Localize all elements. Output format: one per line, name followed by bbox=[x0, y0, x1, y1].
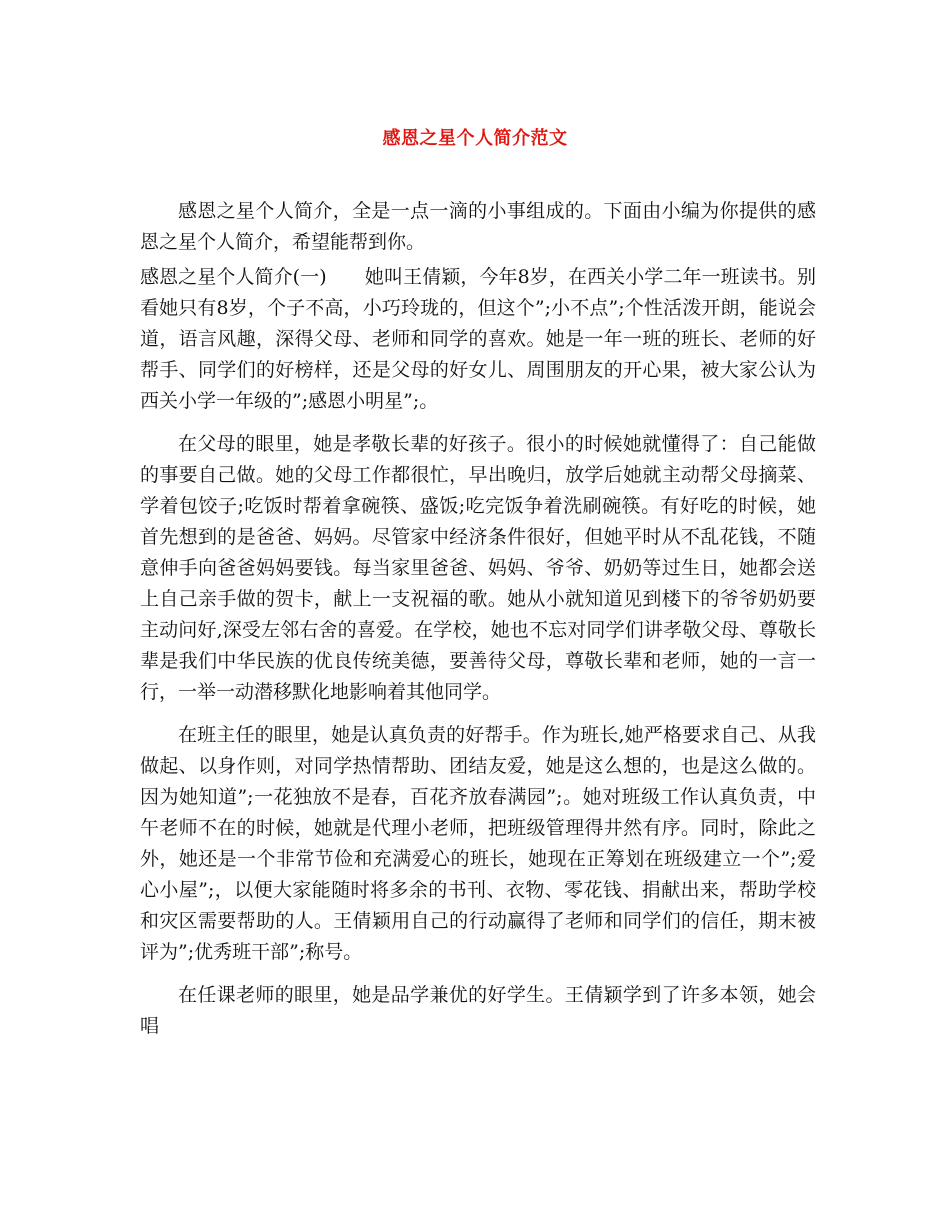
paragraph-subject-teacher-view: 在任课老师的眼里，她是品学兼优的好学生。王倩颖学到了许多本领，她会唱 bbox=[140, 984, 816, 1037]
paragraph-profile-one: 感恩之星个人简介(一) 她叫王倩颖，今年8岁，在西关小学二年一班读书。别看她只有8岁，个子不高，小巧玲珑的，但这个”;小不点”;个性活泼开朗，能说会道，语言风趣，深得父母、老师和同学的喜欢。她是一年一班的班长、老师的好帮手、同学们的好榜样，还是父母的好女儿、周围朋友的开心果，被大家公认为西关小学一年级的”;感恩小明星”;。 bbox=[140, 266, 816, 412]
paragraph-parents-view: 在父母的眼里，她是孝敬长辈的好孩子。很小的时候她就懂得了：自己能做的事要自己做。她的父母工作都很忙，早出晚归，放学后她就主动帮父母摘菜、学着包饺子;吃饭时帮着拿碗筷、盛饭;吃完饭争着洗刷碗筷。有好吃的时候，她首先想到的是爸爸、妈妈。尽管家中经济条件很好，但她平时从不乱花钱，不随意伸手向爸爸妈妈要钱。每当家里爸爸、妈妈、爷爷、奶奶等过生日，她都会送上自己亲手做的贺卡，献上一支祝福的歌。她从小就知道见到楼下的爷爷奶奶要主动问好,深受左邻右舍的喜爱。在学校，她也不忘对同学们讲孝敬父母、尊敬长辈是我们中华民族的优良传统美德，要善待父母，尊敬长辈和老师，她的一言一行，一举一动潜移默化地影响着其他同学。 bbox=[140, 433, 816, 703]
paragraph-intro: 感恩之星个人简介，全是一点一滴的小事组成的。下面由小编为你提供的感恩之星个人简介，希望能帮到你。 bbox=[140, 200, 816, 253]
paragraph-teacher-view: 在班主任的眼里，她是认真负责的好帮手。作为班长,她严格要求自己、从我做起、以身作则，对同学热情帮助、团结友爱，她是这么想的，也是这么做的。因为她知道”;一花独放不是春，百花齐放春满园”;。她对班级工作认真负责，中午老师不在的时候，她就是代理小老师，把班级管理得井然有序。同时，除此之外，她还是一个非常节俭和充满爱心的班长，她现在正筹划在班级建立一个”;爱心小屋”;，以便大家能随时将多余的书刊、衣物、零花钱、捐献出来，帮助学校和灾区需要帮助的人。王倩颖用自己的行动赢得了老师和同学们的信任，期末被评为”;优秀班干部”;称号。 bbox=[140, 724, 816, 963]
document-title: 感恩之星个人简介范文 bbox=[382, 128, 568, 149]
document-body bbox=[140, 196, 816, 1054]
